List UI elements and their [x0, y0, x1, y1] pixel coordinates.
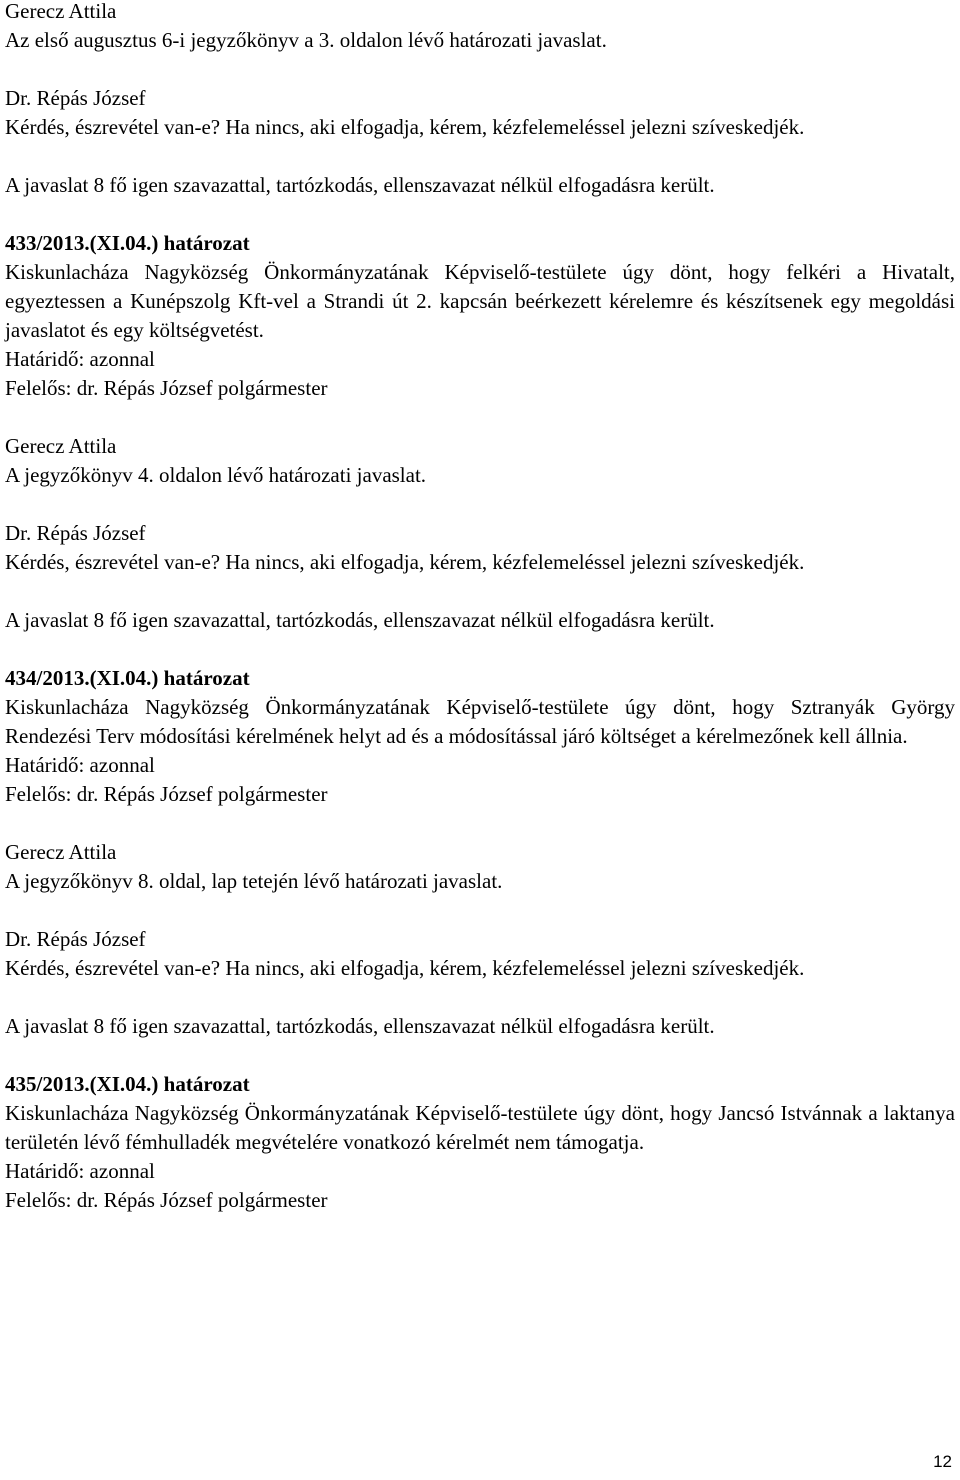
spacer [5, 809, 955, 838]
spacer [5, 55, 955, 84]
resolution-deadline: Határidő: azonnal [5, 1159, 155, 1183]
speaker-statement: Az első augusztus 6-i jegyzőkönyv a 3. oldalon lévő határozati javaslat. [5, 28, 607, 52]
speaker-name: Gerecz Attila [5, 0, 117, 23]
spacer [5, 983, 955, 1012]
resolution-title: 434/2013.(XI.04.) határozat [5, 666, 250, 690]
vote-result: A javaslat 8 fő igen szavazattal, tartózkodás, ellenszavazat nélkül elfogadásra került. [5, 1014, 715, 1038]
resolution-text: Kiskunlacháza Nagyközség Önkormányzatának Képviselő-testülete úgy dönt, hogy felkéri a Hivatalt, egyeztessen a Kunépszolg Kft-vel a Strandi út 2. kapcsán beérkezett kérelemre és készítsenek egy megoldási javaslatot és egy költségvetést. [5, 260, 955, 342]
page-number: 12 [933, 1452, 952, 1471]
vote-result: A javaslat 8 fő igen szavazattal, tartózkodás, ellenszavazat nélkül elfogadásra került. [5, 608, 715, 632]
speaker-statement: A jegyzőkönyv 4. oldalon lévő határozati javaslat. [5, 463, 427, 487]
spacer [5, 142, 955, 171]
resolution-deadline: Határidő: azonnal [5, 753, 155, 777]
vote-question: Kérdés, észrevétel van-e? Ha nincs, aki elfogadja, kérem, kézfelemeléssel jelezni szíveskedjék. [5, 956, 805, 980]
resolution-responsible: Felelős: dr. Répás József polgármester [5, 782, 328, 806]
spacer [5, 490, 955, 519]
spacer [5, 1041, 955, 1070]
vote-result: A javaslat 8 fő igen szavazattal, tartózkodás, ellenszavazat nélkül elfogadásra került. [5, 173, 715, 197]
resolution-responsible: Felelős: dr. Répás József polgármester [5, 376, 328, 400]
speaker-name: Gerecz Attila [5, 434, 117, 458]
spacer [5, 635, 955, 664]
spacer [5, 200, 955, 229]
spacer [5, 896, 955, 925]
resolution-text: Kiskunlacháza Nagyközség Önkormányzatának Képviselő-testülete úgy dönt, hogy Jancsó Istvánnak a laktanya területén lévő fémhulladék megvételére vonatkozó kérelmét nem támogatja. [5, 1101, 955, 1154]
resolution-text: Kiskunlacháza Nagyközség Önkormányzatának Képviselő-testülete úgy dönt, hogy Sztranyák György Rendezési Terv módosítási kérelmének helyt ad és a módosítással járó költséget a kérelmezőnek kell állnia. [5, 695, 955, 748]
vote-question: Kérdés, észrevétel van-e? Ha nincs, aki elfogadja, kérem, kézfelemeléssel jelezni szíveskedjék. [5, 550, 805, 574]
resolution-title: 433/2013.(XI.04.) határozat [5, 231, 250, 255]
speaker-name: Dr. Répás József [5, 927, 146, 951]
speaker-name: Dr. Répás József [5, 521, 146, 545]
speaker-name: Gerecz Attila [5, 840, 117, 864]
speaker-name: Dr. Répás József [5, 86, 146, 110]
document-page [5, 0, 955, 1215]
resolution-title: 435/2013.(XI.04.) határozat [5, 1072, 250, 1096]
speaker-statement: A jegyzőkönyv 8. oldal, lap tetején lévő határozati javaslat. [5, 869, 503, 893]
resolution-responsible: Felelős: dr. Répás József polgármester [5, 1188, 328, 1212]
vote-question: Kérdés, észrevétel van-e? Ha nincs, aki elfogadja, kérem, kézfelemeléssel jelezni szíveskedjék. [5, 115, 805, 139]
spacer [5, 403, 955, 432]
resolution-deadline: Határidő: azonnal [5, 347, 155, 371]
spacer [5, 577, 955, 606]
